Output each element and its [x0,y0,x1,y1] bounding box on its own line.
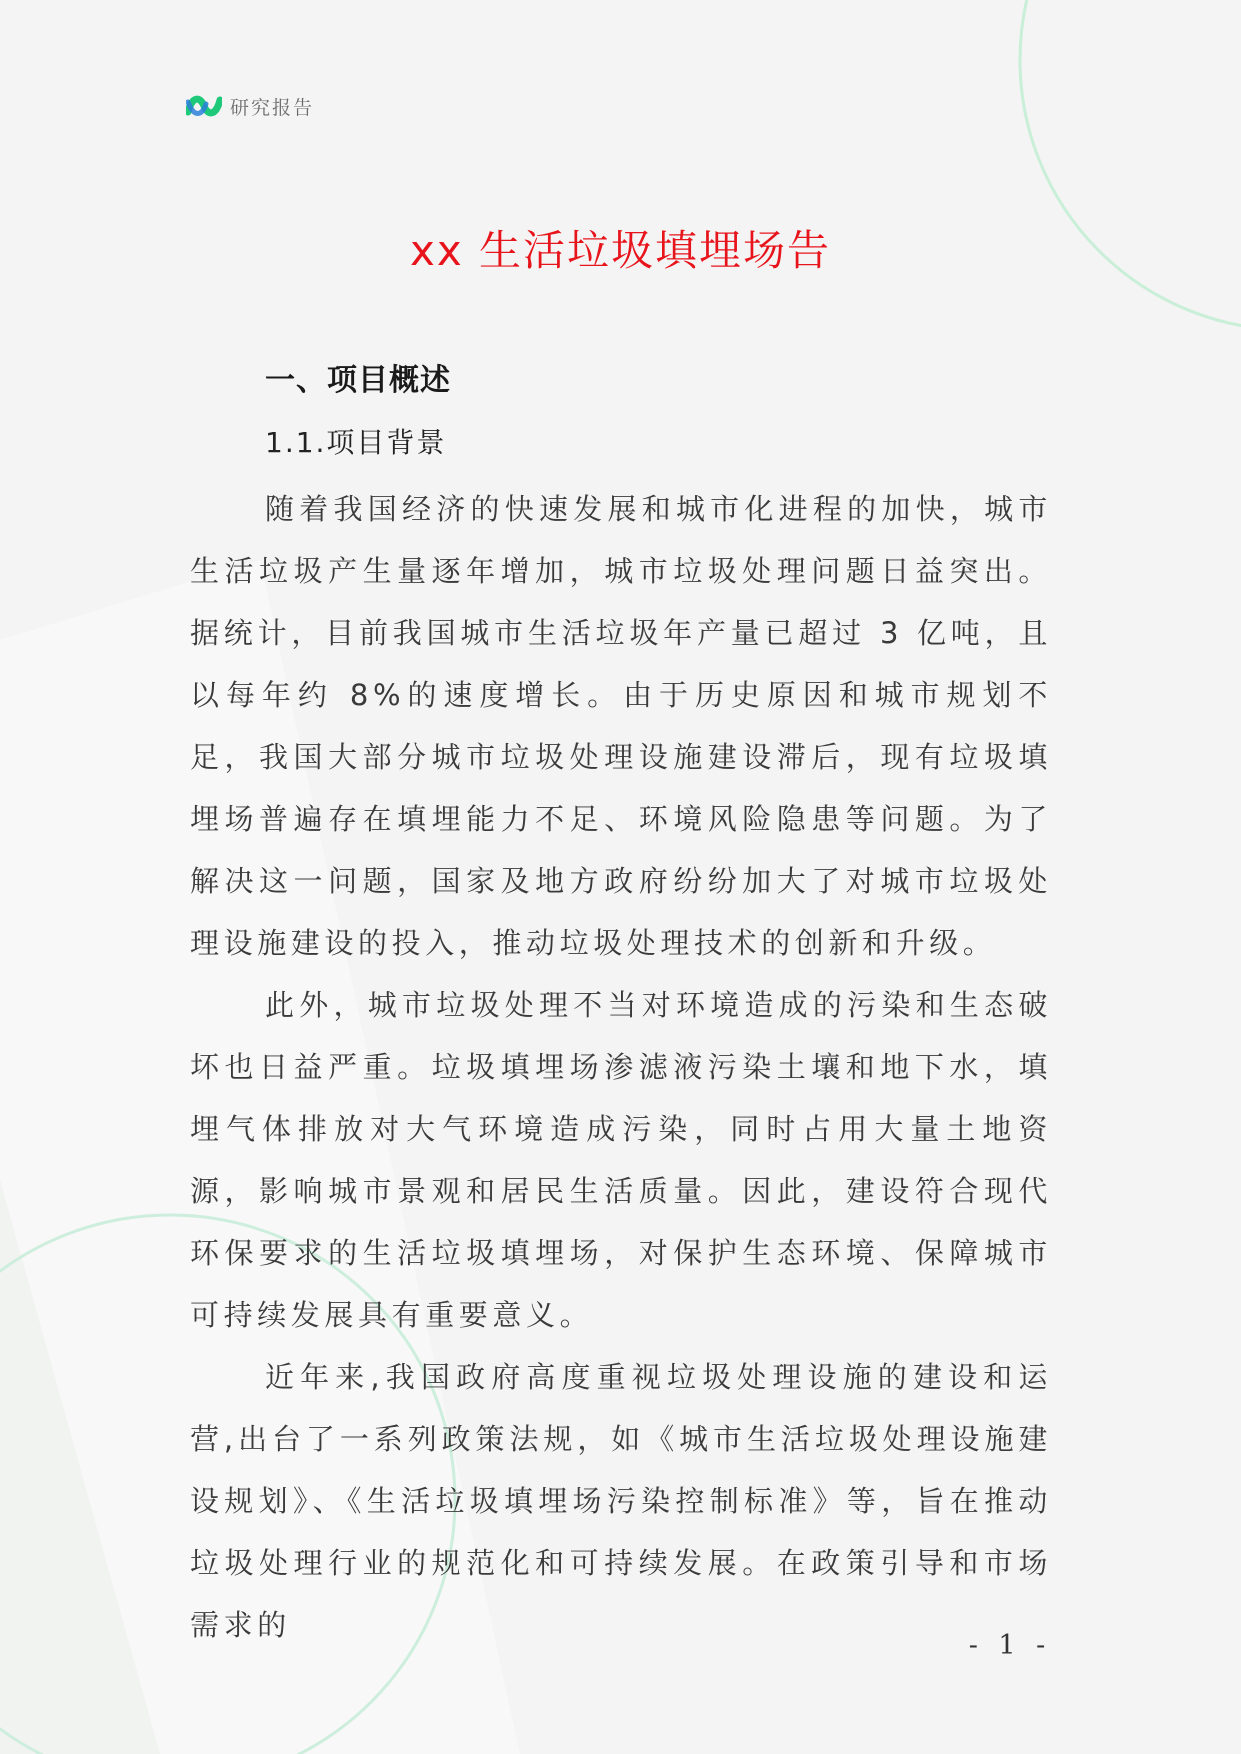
brand-label: 研究报告 [230,96,315,119]
document-title: xx 生活垃圾填埋场告 [409,226,832,275]
subsection-heading: 1.1.项目背景 [265,426,447,459]
paragraph-1: 随着我国经济的快速发展和城市化进程的加快，城市生活垃圾产生量逐年增加，城市垃圾处理问题日益突出。据统计，目前我国城市生活垃圾年产量已超过 3 亿吨，且以每年约 8%的速度增长。由于历史原因和城市规划不足，我国大部分城市垃圾处理设施建设滞后，现有垃圾填埋场普遍存在填埋能力不足、环境风险隐患等问题。为了解决这一问题，国家及地方政府纷纷加大了对城市垃圾处理设施建设的投入，推动垃圾处理技术的创新和升级。 [190,492,1052,960]
page-number: - 1 - [968,1630,1052,1661]
paragraph-3: 近年来,我国政府高度重视垃圾处理设施的建设和运营,出台了一系列政策法规，如《城市生活垃圾处理设施建设规划》、《生活垃圾填埋场污染控制标准》等，旨在推动垃圾处理行业的规范化和可持续发展。在政策引导和市场需求的 [190,1360,1052,1642]
decor-arc-top-right [1020,0,1241,330]
section-heading: 一、项目概述 [265,363,451,398]
body-text [190,478,1052,1656]
brand-logo-icon [186,90,222,122]
paragraph-2: 此外，城市垃圾处理不当对环境造成的污染和生态破坏也日益严重。垃圾填埋场渗滤液污染土壤和地下水，填埋气体排放对大气环境造成污染，同时占用大量土地资源，影响城市景观和居民生活质量。因此，建设符合现代环保要求的生活垃圾填埋场，对保护生态环境、保障城市可持续发展具有重要意义。 [190,988,1052,1332]
background-shade-band [0,1180,160,1754]
document-header [186,88,314,124]
